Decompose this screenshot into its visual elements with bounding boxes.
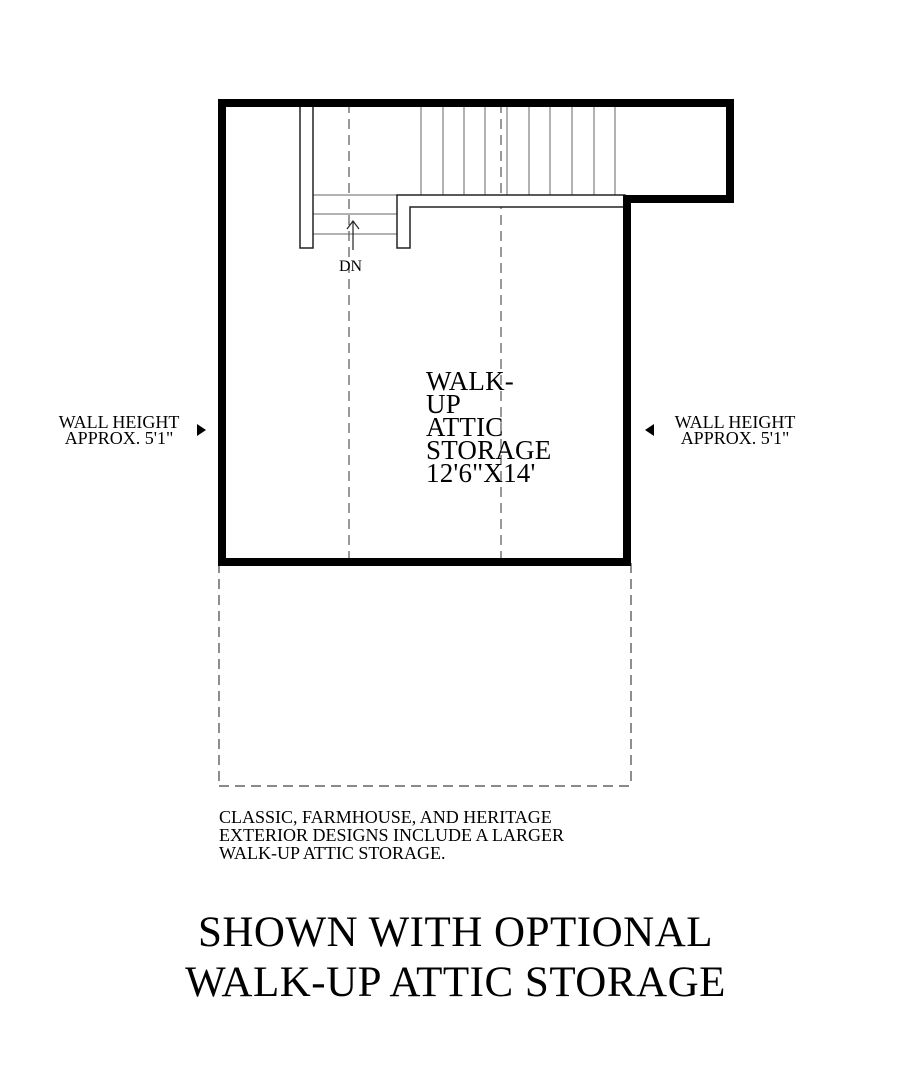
wall-height-left-line2: APPROX. 5'1" xyxy=(64,428,174,448)
wall-height-right-arrow-icon xyxy=(645,424,654,436)
wall-height-right-line2: APPROX. 5'1" xyxy=(680,428,790,448)
exterior-design-note xyxy=(219,808,564,862)
wall-height-left-arrow-icon xyxy=(197,424,206,436)
caption-line1: SHOWN WITH OPTIONAL xyxy=(197,909,714,956)
wall-height-left-note xyxy=(44,414,194,446)
note-line3: WALK-UP ATTIC STORAGE. xyxy=(219,843,446,863)
note-line1: CLASSIC, FARMHOUSE, AND HERITAGE xyxy=(219,807,552,827)
optional-extension-outline xyxy=(219,563,631,786)
stair-down-label: DN xyxy=(339,258,363,275)
caption xyxy=(0,908,911,1008)
ceiling-slope-lines xyxy=(349,103,501,560)
wall-height-right-line1: WALL HEIGHT xyxy=(674,412,796,432)
wall-height-left-line1: WALL HEIGHT xyxy=(58,412,180,432)
caption-line2: WALK-UP ATTIC STORAGE xyxy=(185,959,726,1006)
note-line2: EXTERIOR DESIGNS INCLUDE A LARGER xyxy=(219,825,564,845)
attic-exterior-walls xyxy=(222,103,730,562)
wall-height-right-note xyxy=(660,414,810,446)
stair-treads xyxy=(313,103,615,234)
